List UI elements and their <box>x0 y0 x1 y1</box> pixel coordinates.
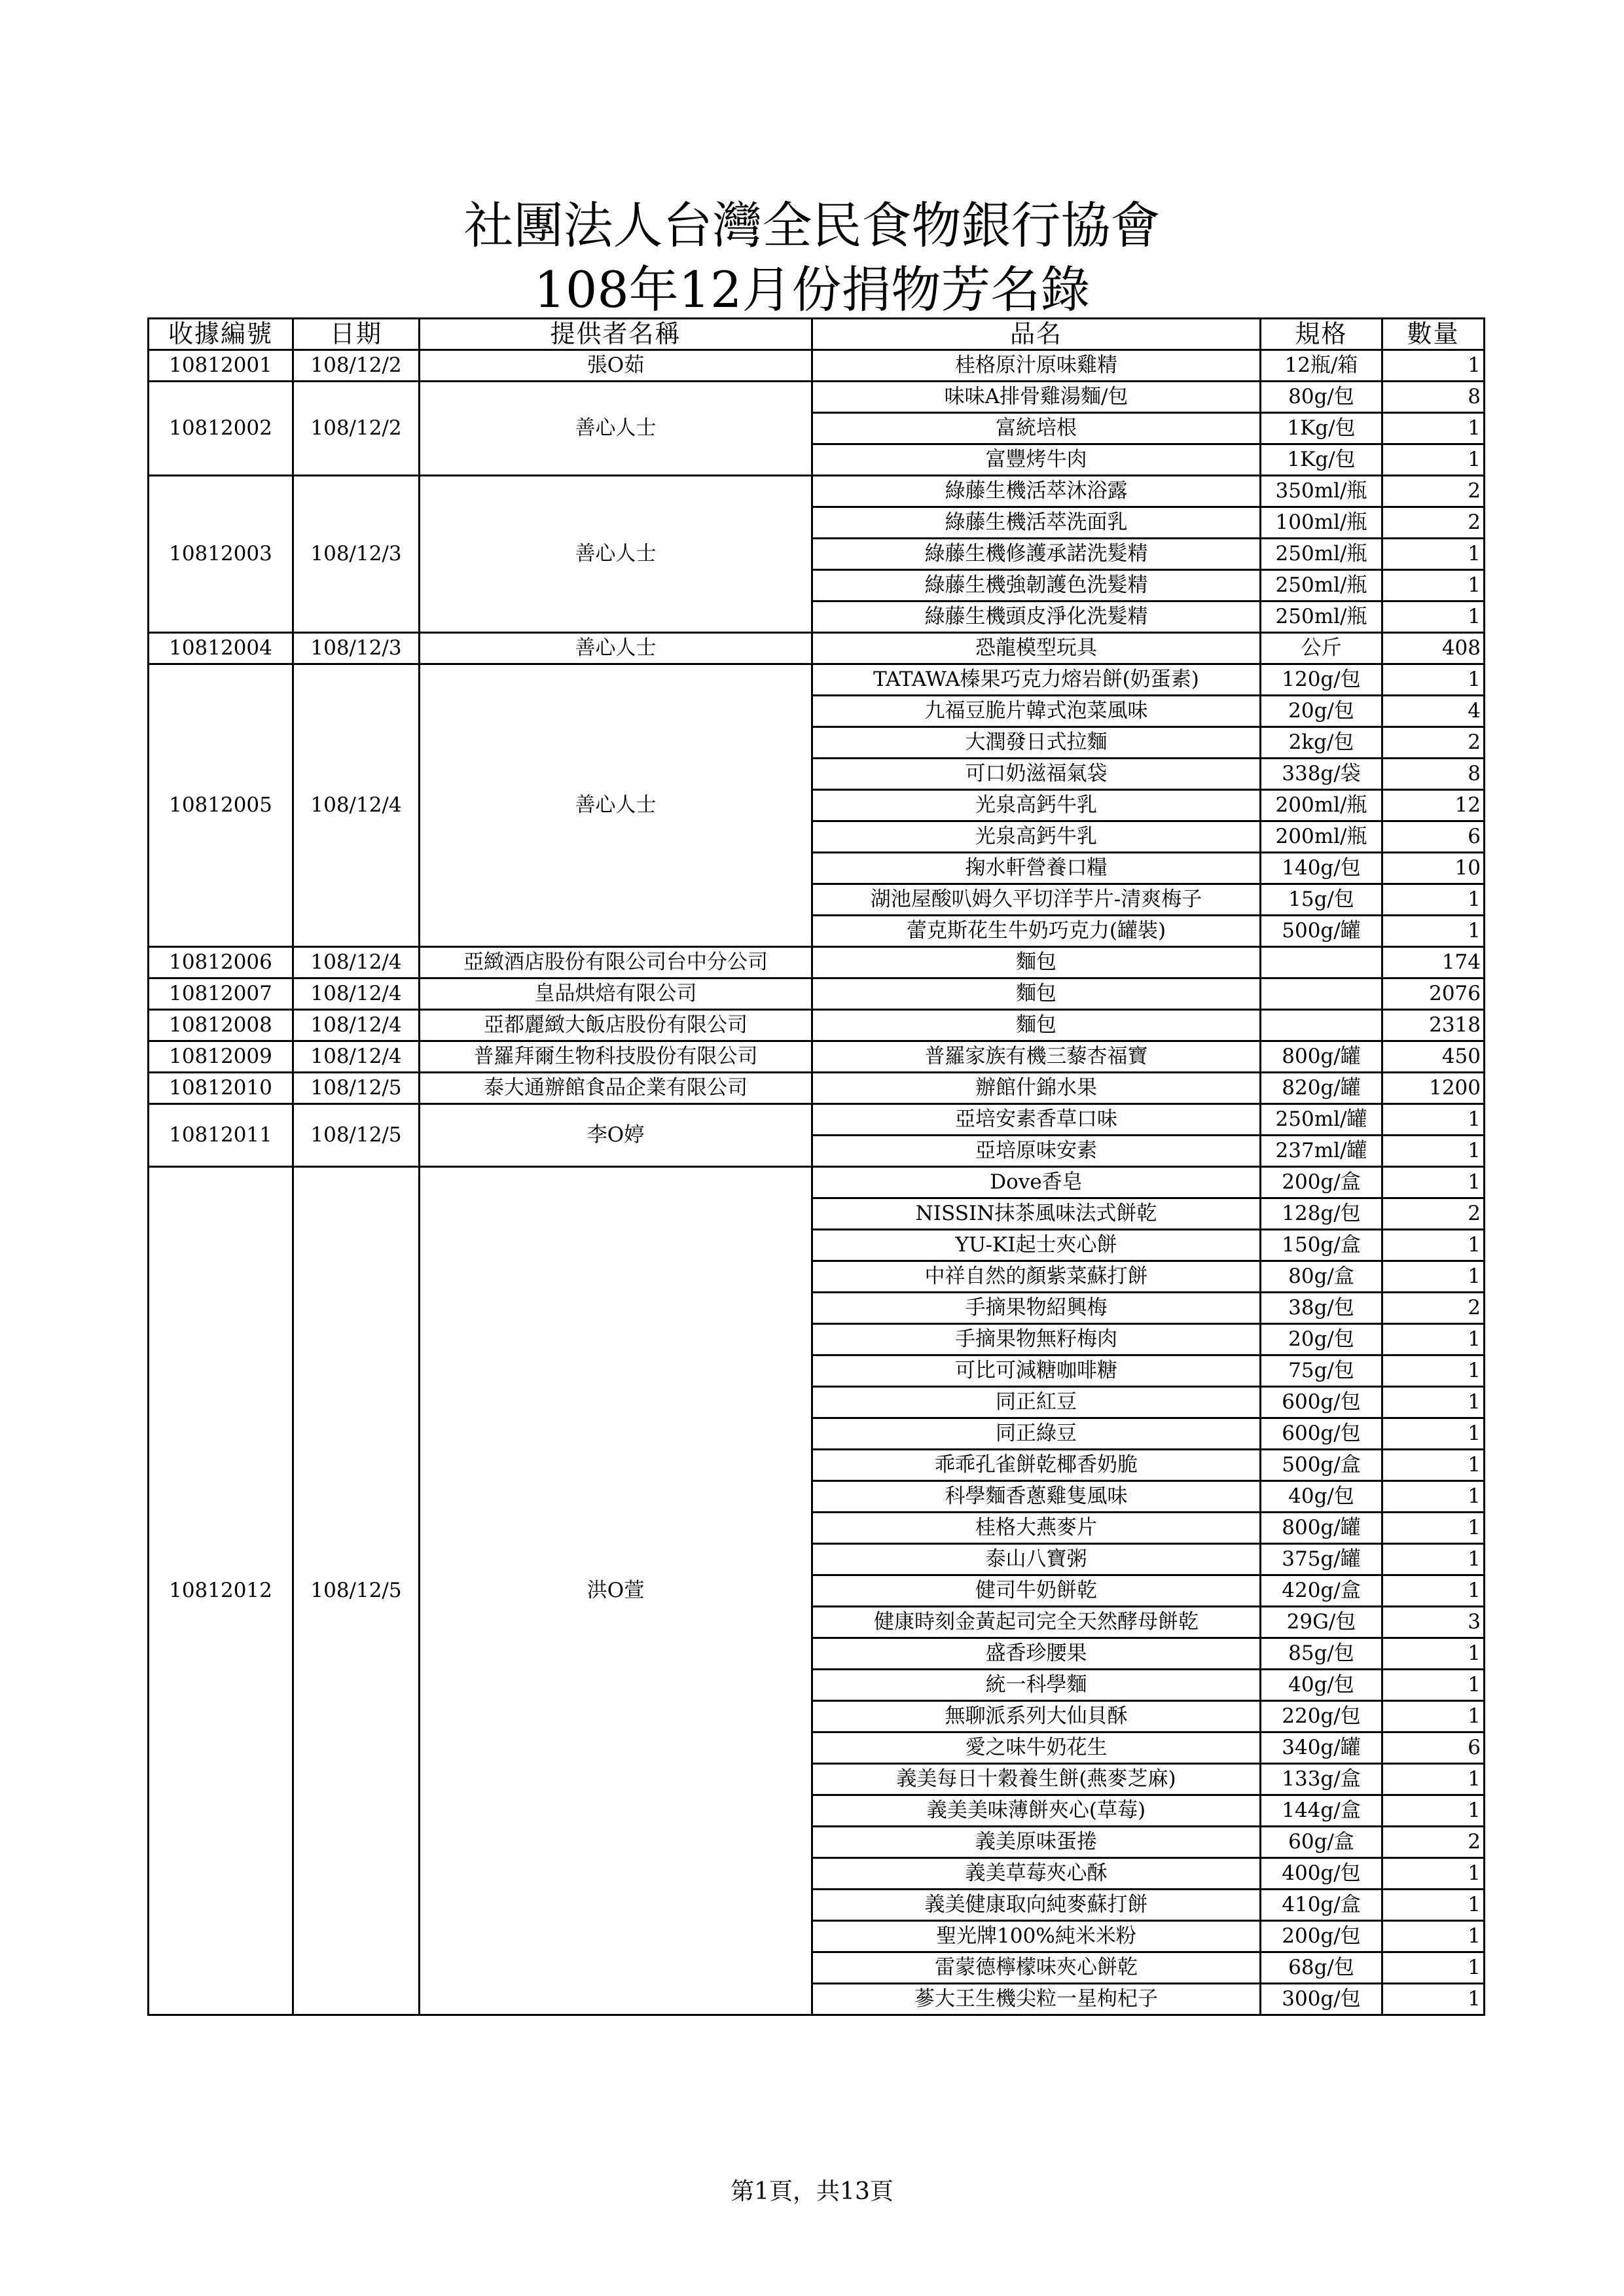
quantity-cell: 1 <box>1382 601 1485 633</box>
item-name-cell: 普羅家族有機三藜杏福寶 <box>812 1041 1261 1073</box>
receipt-no-cell: 10812009 <box>149 1041 293 1073</box>
quantity-cell: 1 <box>1382 1544 1485 1575</box>
item-name-cell: 同正紅豆 <box>812 1387 1261 1418</box>
quantity-cell: 174 <box>1382 947 1485 978</box>
item-name-cell: 科學麵香蔥雞隻風味 <box>812 1481 1261 1513</box>
table-row <box>149 947 1485 978</box>
item-name-cell: 義美美味薄餅夾心(草莓) <box>812 1795 1261 1827</box>
quantity-cell: 1 <box>1382 884 1485 916</box>
spec-cell: 200g/包 <box>1261 1921 1382 1952</box>
quantity-cell: 8 <box>1382 759 1485 790</box>
spec-cell: 400g/包 <box>1261 1858 1382 1890</box>
receipt-no-cell: 10812002 <box>149 382 293 476</box>
spec-cell: 29G/包 <box>1261 1607 1382 1638</box>
receipt-no-cell: 10812010 <box>149 1073 293 1104</box>
quantity-cell: 3 <box>1382 1607 1485 1638</box>
page-footer: 第1頁，共13頁 <box>731 2178 893 2205</box>
quantity-cell: 2076 <box>1382 978 1485 1010</box>
spec-cell <box>1261 1010 1382 1041</box>
spec-cell: 200ml/瓶 <box>1261 821 1382 853</box>
spec-cell: 220g/包 <box>1261 1701 1382 1732</box>
item-name-cell: 聖光牌100%純米米粉 <box>812 1921 1261 1952</box>
quantity-cell: 1 <box>1382 1795 1485 1827</box>
quantity-cell: 6 <box>1382 821 1485 853</box>
donor-name-cell: 善心人士 <box>420 382 812 476</box>
donor-name-cell: 張O茹 <box>420 350 812 382</box>
quantity-cell: 1 <box>1382 570 1485 601</box>
item-name-cell: 雷蒙德檸檬味夾心餅乾 <box>812 1952 1261 1984</box>
quantity-cell: 408 <box>1382 633 1485 664</box>
spec-cell: 338g/袋 <box>1261 759 1382 790</box>
item-name-cell: 湖池屋酸叭姆久平切洋芋片-清爽梅子 <box>812 884 1261 916</box>
quantity-cell: 1 <box>1382 539 1485 570</box>
table-body <box>149 350 1485 2015</box>
receipt-no-cell: 10812012 <box>149 1167 293 2015</box>
date-cell: 108/12/4 <box>293 978 420 1010</box>
spec-cell: 80g/盒 <box>1261 1261 1382 1293</box>
item-name-cell: 無聊派系列大仙貝酥 <box>812 1701 1261 1732</box>
quantity-cell: 1 <box>1382 1858 1485 1890</box>
table-row <box>149 1104 1485 1136</box>
spec-cell: 12瓶/箱 <box>1261 350 1382 382</box>
item-name-cell: TATAWA榛果巧克力熔岩餅(奶蛋素) <box>812 664 1261 696</box>
item-name-cell: 中祥自然的顏紫菜蘇打餅 <box>812 1261 1261 1293</box>
date-cell: 108/12/2 <box>293 350 420 382</box>
item-name-cell: 大潤發日式拉麵 <box>812 727 1261 759</box>
donor-name-cell: 亞緻酒店股份有限公司台中分公司 <box>420 947 812 978</box>
spec-cell: 800g/罐 <box>1261 1513 1382 1544</box>
donor-name-cell: 善心人士 <box>420 633 812 664</box>
item-name-cell: 綠藤生機活萃洗面乳 <box>812 507 1261 539</box>
table-row <box>149 1167 1485 1198</box>
quantity-cell: 1 <box>1382 1261 1485 1293</box>
quantity-cell: 2 <box>1382 1198 1485 1230</box>
quantity-cell: 1 <box>1382 1513 1485 1544</box>
spec-cell: 340g/罐 <box>1261 1732 1382 1764</box>
spec-cell: 15g/包 <box>1261 884 1382 916</box>
quantity-cell: 1 <box>1382 1575 1485 1607</box>
table-row <box>149 1010 1485 1041</box>
table-row <box>149 978 1485 1010</box>
item-name-cell: 綠藤生機頭皮淨化洗髮精 <box>812 601 1261 633</box>
quantity-cell: 1 <box>1382 1355 1485 1387</box>
item-name-cell: 義美原味蛋捲 <box>812 1827 1261 1858</box>
spec-cell: 40g/包 <box>1261 1481 1382 1513</box>
quantity-cell: 1 <box>1382 664 1485 696</box>
donor-name-cell: 普羅拜爾生物科技股份有限公司 <box>420 1041 812 1073</box>
spec-cell: 1Kg/包 <box>1261 413 1382 444</box>
quantity-cell: 1 <box>1382 1136 1485 1167</box>
donor-name-cell: 善心人士 <box>420 664 812 947</box>
item-name-cell: 義美草莓夾心酥 <box>812 1858 1261 1890</box>
quantity-cell: 1 <box>1382 1481 1485 1513</box>
item-name-cell: 愛之味牛奶花生 <box>812 1732 1261 1764</box>
spec-cell: 600g/包 <box>1261 1387 1382 1418</box>
spec-cell: 75g/包 <box>1261 1355 1382 1387</box>
donor-name-cell: 泰大通辦館食品企業有限公司 <box>420 1073 812 1104</box>
date-cell: 108/12/4 <box>293 664 420 947</box>
spec-cell: 420g/盒 <box>1261 1575 1382 1607</box>
receipt-no-cell: 10812004 <box>149 633 293 664</box>
spec-cell: 1Kg/包 <box>1261 444 1382 476</box>
spec-cell: 38g/包 <box>1261 1293 1382 1324</box>
quantity-cell: 2 <box>1382 727 1485 759</box>
spec-cell: 20g/包 <box>1261 1324 1382 1355</box>
spec-cell: 133g/盒 <box>1261 1764 1382 1795</box>
item-name-cell: 味味A排骨雞湯麵/包 <box>812 382 1261 413</box>
header-date: 日期 <box>293 319 420 350</box>
spec-cell <box>1261 978 1382 1010</box>
item-name-cell: 桂格原汁原味雞精 <box>812 350 1261 382</box>
table-row <box>149 1041 1485 1073</box>
spec-cell: 150g/盒 <box>1261 1230 1382 1261</box>
item-name-cell: 泰山八寶粥 <box>812 1544 1261 1575</box>
spec-cell: 144g/盒 <box>1261 1795 1382 1827</box>
item-name-cell: 富統培根 <box>812 413 1261 444</box>
spec-cell: 公斤 <box>1261 633 1382 664</box>
quantity-cell: 1 <box>1382 1387 1485 1418</box>
quantity-cell: 1 <box>1382 1104 1485 1136</box>
quantity-cell: 4 <box>1382 696 1485 727</box>
spec-cell: 128g/包 <box>1261 1198 1382 1230</box>
spec-cell: 350ml/瓶 <box>1261 476 1382 507</box>
quantity-cell: 1 <box>1382 1638 1485 1670</box>
header-item-name: 品名 <box>812 319 1261 350</box>
item-name-cell: 綠藤生機強韌護色洗髮精 <box>812 570 1261 601</box>
receipt-no-cell: 10812003 <box>149 476 293 633</box>
quantity-cell: 6 <box>1382 1732 1485 1764</box>
item-name-cell: 蔘大王生機尖粒一星枸杞子 <box>812 1984 1261 2015</box>
quantity-cell: 450 <box>1382 1041 1485 1073</box>
item-name-cell: 蕾克斯花生牛奶巧克力(罐裝) <box>812 916 1261 947</box>
quantity-cell: 1 <box>1382 444 1485 476</box>
spec-cell: 820g/罐 <box>1261 1073 1382 1104</box>
spec-cell: 800g/罐 <box>1261 1041 1382 1073</box>
spec-cell: 250ml/瓶 <box>1261 539 1382 570</box>
spec-cell: 100ml/瓶 <box>1261 507 1382 539</box>
item-name-cell: Dove香皂 <box>812 1167 1261 1198</box>
spec-cell: 68g/包 <box>1261 1952 1382 1984</box>
date-cell: 108/12/5 <box>293 1167 420 2015</box>
item-name-cell: 掬水軒營養口糧 <box>812 853 1261 884</box>
page-subtitle: 108年12月份捐物芳名錄 <box>533 260 1091 319</box>
spec-cell: 375g/罐 <box>1261 1544 1382 1575</box>
item-name-cell: 健司牛奶餅乾 <box>812 1575 1261 1607</box>
spec-cell: 500g/盒 <box>1261 1450 1382 1481</box>
spec-cell: 237ml/罐 <box>1261 1136 1382 1167</box>
item-name-cell: 可比可減糖咖啡糖 <box>812 1355 1261 1387</box>
receipt-no-cell: 10812011 <box>149 1104 293 1167</box>
item-name-cell: 麵包 <box>812 947 1261 978</box>
quantity-cell: 1 <box>1382 1324 1485 1355</box>
donor-name-cell: 亞都麗緻大飯店股份有限公司 <box>420 1010 812 1041</box>
receipt-no-cell: 10812008 <box>149 1010 293 1041</box>
quantity-cell: 1 <box>1382 1921 1485 1952</box>
item-name-cell: 義美每日十穀養生餅(燕麥芝麻) <box>812 1764 1261 1795</box>
quantity-cell: 12 <box>1382 790 1485 821</box>
spec-cell: 250ml/瓶 <box>1261 601 1382 633</box>
table-row <box>149 1073 1485 1104</box>
date-cell: 108/12/4 <box>293 947 420 978</box>
item-name-cell: NISSIN抹茶風味法式餅乾 <box>812 1198 1261 1230</box>
table-row <box>149 633 1485 664</box>
spec-cell: 600g/包 <box>1261 1418 1382 1450</box>
item-name-cell: 同正綠豆 <box>812 1418 1261 1450</box>
item-name-cell: 盛香珍腰果 <box>812 1638 1261 1670</box>
item-name-cell: 光泉高鈣牛乳 <box>812 790 1261 821</box>
item-name-cell: 手摘果物紹興梅 <box>812 1293 1261 1324</box>
spec-cell: 60g/盒 <box>1261 1827 1382 1858</box>
date-cell: 108/12/5 <box>293 1073 420 1104</box>
donor-name-cell: 善心人士 <box>420 476 812 633</box>
spec-cell: 300g/包 <box>1261 1984 1382 2015</box>
spec-cell <box>1261 947 1382 978</box>
spec-cell: 40g/包 <box>1261 1670 1382 1701</box>
item-name-cell: 光泉高鈣牛乳 <box>812 821 1261 853</box>
spec-cell: 2kg/包 <box>1261 727 1382 759</box>
header-quantity: 數量 <box>1382 319 1485 350</box>
quantity-cell: 8 <box>1382 382 1485 413</box>
quantity-cell: 10 <box>1382 853 1485 884</box>
item-name-cell: 綠藤生機活萃沐浴露 <box>812 476 1261 507</box>
item-name-cell: 富豐烤牛肉 <box>812 444 1261 476</box>
date-cell: 108/12/4 <box>293 1041 420 1073</box>
table-row <box>149 382 1485 413</box>
quantity-cell: 2 <box>1382 1827 1485 1858</box>
quantity-cell: 1 <box>1382 1984 1485 2015</box>
spec-cell: 200g/盒 <box>1261 1167 1382 1198</box>
spec-cell: 20g/包 <box>1261 696 1382 727</box>
receipt-no-cell: 10812007 <box>149 978 293 1010</box>
donation-table <box>147 317 1485 2016</box>
item-name-cell: 亞培原味安素 <box>812 1136 1261 1167</box>
quantity-cell: 1 <box>1382 1450 1485 1481</box>
spec-cell: 120g/包 <box>1261 664 1382 696</box>
date-cell: 108/12/2 <box>293 382 420 476</box>
quantity-cell: 2 <box>1382 476 1485 507</box>
quantity-cell: 1 <box>1382 350 1485 382</box>
table-row <box>149 350 1485 382</box>
quantity-cell: 1 <box>1382 1701 1485 1732</box>
header-spec: 規格 <box>1261 319 1382 350</box>
table-row <box>149 664 1485 696</box>
donor-name-cell: 李O婷 <box>420 1104 812 1167</box>
item-name-cell: 健康時刻金黃起司完全天然酵母餅乾 <box>812 1607 1261 1638</box>
item-name-cell: 麵包 <box>812 978 1261 1010</box>
item-name-cell: 乖乖孔雀餅乾椰香奶脆 <box>812 1450 1261 1481</box>
item-name-cell: 綠藤生機修護承諾洗髮精 <box>812 539 1261 570</box>
spec-cell: 85g/包 <box>1261 1638 1382 1670</box>
item-name-cell: 可口奶滋福氣袋 <box>812 759 1261 790</box>
quantity-cell: 1 <box>1382 1418 1485 1450</box>
page-title: 社團法人台灣全民食物銀行協會 <box>463 196 1161 255</box>
spec-cell: 250ml/瓶 <box>1261 570 1382 601</box>
quantity-cell: 1 <box>1382 1167 1485 1198</box>
header-donor: 提供者名稱 <box>420 319 812 350</box>
quantity-cell: 1200 <box>1382 1073 1485 1104</box>
spec-cell: 410g/盒 <box>1261 1890 1382 1921</box>
item-name-cell: YU-KI起士夾心餅 <box>812 1230 1261 1261</box>
spec-cell: 500g/罐 <box>1261 916 1382 947</box>
spec-cell: 80g/包 <box>1261 382 1382 413</box>
item-name-cell: 亞培安素香草口味 <box>812 1104 1261 1136</box>
spec-cell: 200ml/瓶 <box>1261 790 1382 821</box>
spec-cell: 140g/包 <box>1261 853 1382 884</box>
quantity-cell: 1 <box>1382 413 1485 444</box>
receipt-no-cell: 10812006 <box>149 947 293 978</box>
item-name-cell: 辦館什錦水果 <box>812 1073 1261 1104</box>
quantity-cell: 1 <box>1382 1230 1485 1261</box>
date-cell: 108/12/3 <box>293 633 420 664</box>
receipt-no-cell: 10812005 <box>149 664 293 947</box>
item-name-cell: 手摘果物無籽梅肉 <box>812 1324 1261 1355</box>
date-cell: 108/12/5 <box>293 1104 420 1167</box>
header-receipt-no: 收據編號 <box>149 319 293 350</box>
item-name-cell: 恐龍模型玩具 <box>812 633 1261 664</box>
quantity-cell: 1 <box>1382 1890 1485 1921</box>
item-name-cell: 義美健康取向純麥蘇打餅 <box>812 1890 1261 1921</box>
table-header-row <box>149 319 1485 350</box>
item-name-cell: 桂格大燕麥片 <box>812 1513 1261 1544</box>
quantity-cell: 1 <box>1382 1670 1485 1701</box>
quantity-cell: 1 <box>1382 1952 1485 1984</box>
receipt-no-cell: 10812001 <box>149 350 293 382</box>
donor-name-cell: 洪O萱 <box>420 1167 812 2015</box>
spec-cell: 250ml/罐 <box>1261 1104 1382 1136</box>
quantity-cell: 1 <box>1382 1764 1485 1795</box>
date-cell: 108/12/3 <box>293 476 420 633</box>
quantity-cell: 1 <box>1382 916 1485 947</box>
quantity-cell: 2 <box>1382 507 1485 539</box>
item-name-cell: 九福豆脆片韓式泡菜風味 <box>812 696 1261 727</box>
item-name-cell: 麵包 <box>812 1010 1261 1041</box>
date-cell: 108/12/4 <box>293 1010 420 1041</box>
quantity-cell: 2 <box>1382 1293 1485 1324</box>
quantity-cell: 2318 <box>1382 1010 1485 1041</box>
item-name-cell: 統一科學麵 <box>812 1670 1261 1701</box>
donor-name-cell: 皇品烘焙有限公司 <box>420 978 812 1010</box>
table-row <box>149 476 1485 507</box>
